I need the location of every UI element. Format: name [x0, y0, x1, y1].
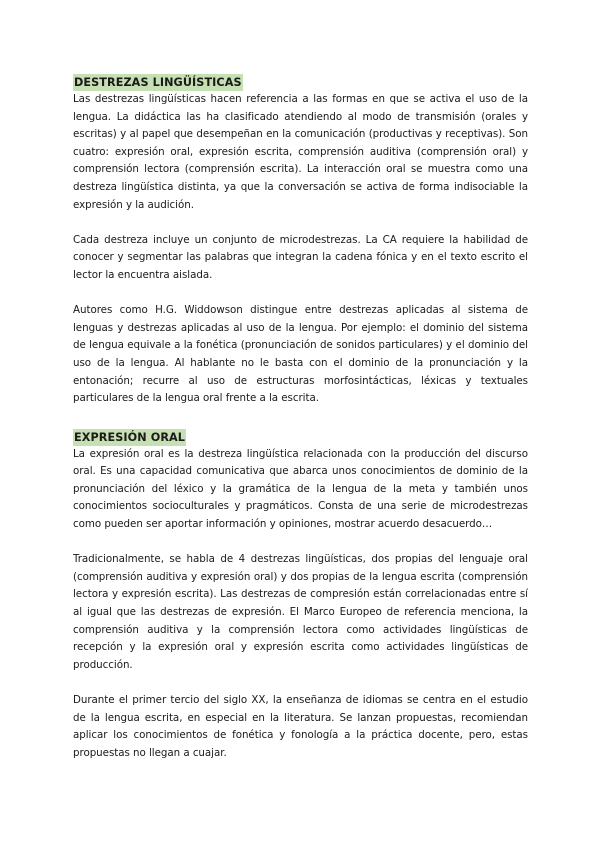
document-body [73, 71, 528, 762]
section-heading: EXPRESIÓN ORAL [74, 430, 186, 444]
paragraph: Las destrezas lingüísticas hacen referencia a las formas en que se activa el uso de la lengua. La didáctica las ha clasificado atendiendo al modo de transmisión (orales y escritas) y al papel que desempeñan en la comunicación (productivas y receptivas). Son cuatro: expresión oral, expresión escrita, comprensión auditiva (comprensión oral) y comprensión lectora (comprensión escrita). La interacción oral se muestra como una destreza lingüística distinta, ya que la conversación se activa de forma indisociable la expresión y la audición. [73, 93, 528, 211]
paragraph: Autores como H.G. Widdowson distingue entre destrezas aplicadas al sistema de lenguas y destrezas aplicadas al uso de la lengua. Por ejemplo: el dominio del sistema de lengua equivale a la fonética (pronunciación de sonidos particulares) y el dominio del uso de la lengua. Al hablante no le basta con el dominio de la pronunciación y la entonación; recurre al uso de estructuras morfosintácticas, léxicas y textuales particulares de la lengua oral frente a la escrita. [73, 304, 528, 405]
section-destrezas-linguisticas [73, 71, 528, 408]
section-heading: DESTREZAS LINGÜÍSTICAS [74, 76, 242, 89]
paragraph: Tradicionalmente, se habla de 4 destrezas lingüísticas, dos propias del lenguaje oral (comprensión auditiva y expresión oral) y dos propias de la lengua escrita (comprensión lectora y expresión escrita). Las destrezas de compresión están correlacionadas entre sí al igual que las destrezas de expresión. El Marco Europeo de referencia menciona, la comprensión auditiva y la comprensión lectora como actividades lingüísticas de recepción y la expresión oral y expresión escrita como actividades lingüísticas de producción. [73, 553, 528, 671]
section-expresion-oral [73, 426, 528, 763]
paragraph: Durante el primer tercio del siglo XX, la enseñanza de idiomas se centra en el estudio de la lengua escrita, en especial en la literatura. Se lanzan propuestas, recomiendan aplicar los conocimientos de fonética y fonología a la práctica docente, pero, estas propuestas no llegan a cuajar. [73, 694, 528, 759]
paragraph: Cada destreza incluye un conjunto de microdestrezas. La CA requiere la habilidad de conocer y segmentar las palabras que integran la cadena fónica y en el texto escrito el lector la encuentra aislada. [73, 233, 528, 281]
paragraph: La expresión oral es la destreza lingüística relacionada con la producción del discurso oral. Es una capacidad comunicativa que abarca unos conocimientos de dominio de la pronunciación del léxico y la gramática de la lengua de la meta y también unos conocimientos socioculturales y pragmáticos. Consta de una serie de microdestrezas como pueden ser aportar información y opiniones, mostrar acuerdo desacuerdo… [73, 447, 528, 531]
